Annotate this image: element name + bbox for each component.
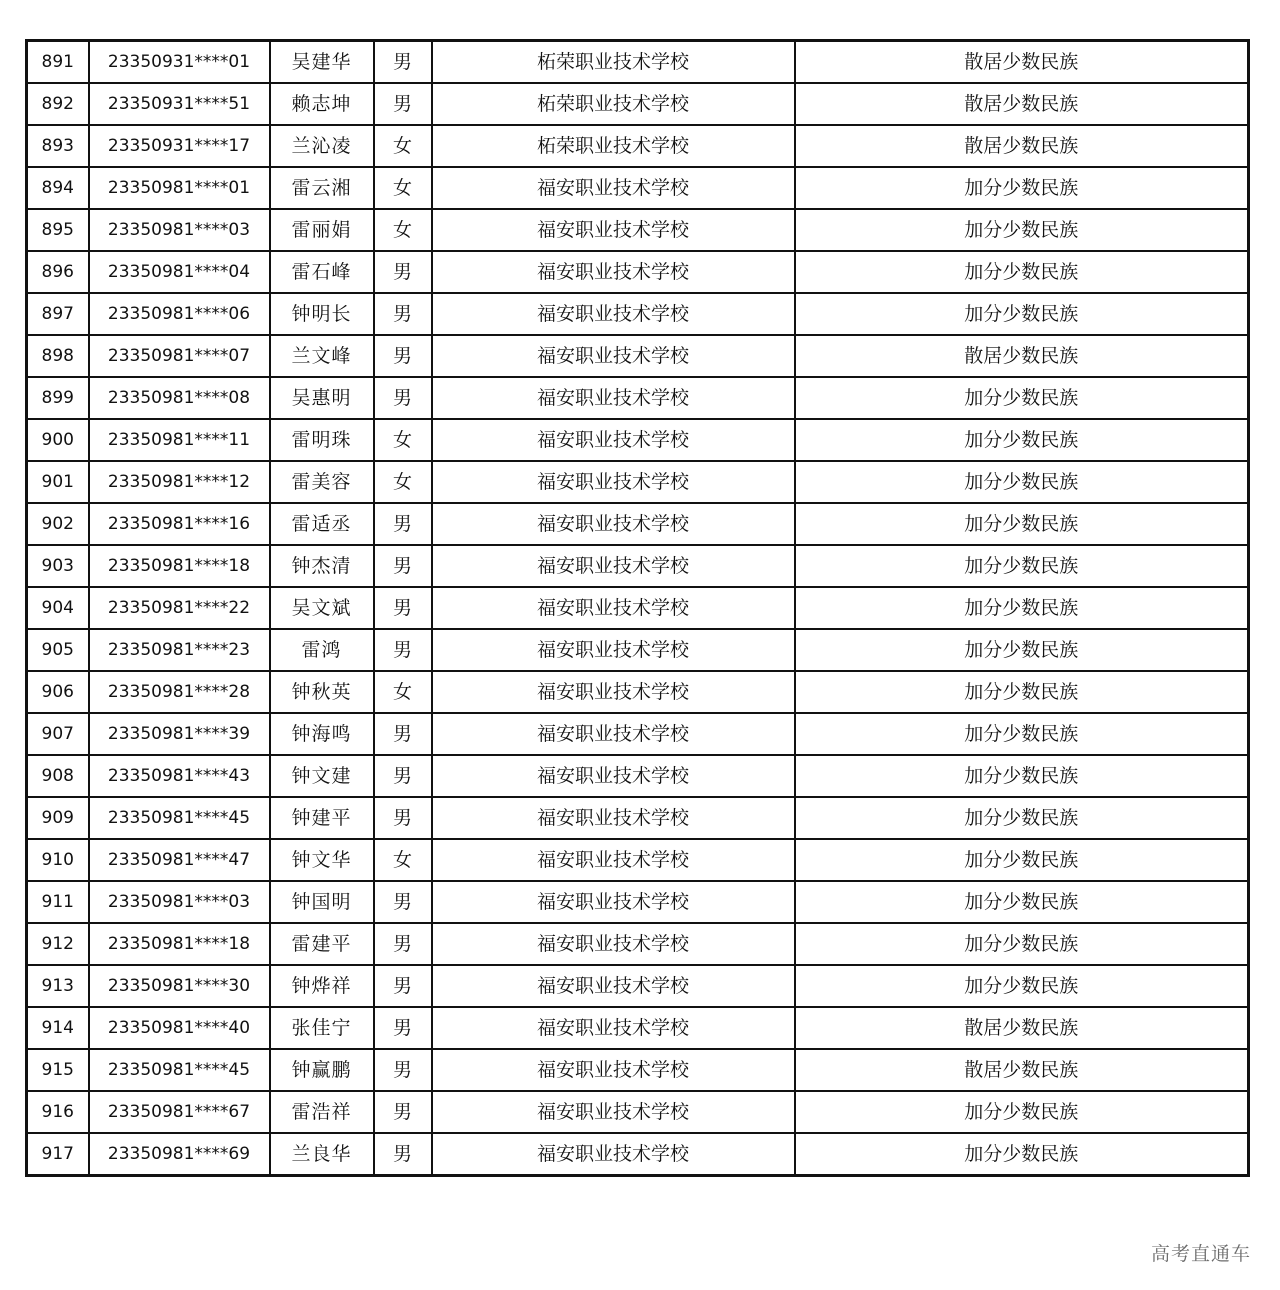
student-name-cell: 钟文建	[270, 755, 374, 797]
row-number-cell: 899	[27, 377, 89, 419]
exam-id-cell: 23350981****08	[89, 377, 270, 419]
table-row	[27, 1133, 1249, 1176]
category-cell: 加分少数民族	[795, 629, 1249, 671]
gender-cell: 男	[374, 587, 432, 629]
roster-table	[25, 39, 1250, 1177]
student-name-cell: 雷适丞	[270, 503, 374, 545]
student-name-cell: 雷明珠	[270, 419, 374, 461]
school-cell: 福安职业技术学校	[432, 1091, 795, 1133]
gender-cell: 男	[374, 251, 432, 293]
exam-id-cell: 23350981****69	[89, 1133, 270, 1176]
school-cell: 福安职业技术学校	[432, 419, 795, 461]
table-row	[27, 545, 1249, 587]
gender-cell: 男	[374, 881, 432, 923]
gender-cell: 女	[374, 125, 432, 167]
category-cell: 加分少数民族	[795, 797, 1249, 839]
row-number-cell: 917	[27, 1133, 89, 1176]
student-name-cell: 钟烨祥	[270, 965, 374, 1007]
school-cell: 福安职业技术学校	[432, 671, 795, 713]
school-cell: 福安职业技术学校	[432, 881, 795, 923]
school-cell: 福安职业技术学校	[432, 797, 795, 839]
category-cell: 散居少数民族	[795, 41, 1249, 84]
school-cell: 福安职业技术学校	[432, 629, 795, 671]
row-number-cell: 907	[27, 713, 89, 755]
gender-cell: 男	[374, 335, 432, 377]
exam-id-cell: 23350981****47	[89, 839, 270, 881]
table-row	[27, 503, 1249, 545]
student-name-cell: 钟明长	[270, 293, 374, 335]
row-number-cell: 906	[27, 671, 89, 713]
category-cell: 加分少数民族	[795, 167, 1249, 209]
gender-cell: 男	[374, 797, 432, 839]
category-cell: 散居少数民族	[795, 83, 1249, 125]
exam-id-cell: 23350931****17	[89, 125, 270, 167]
school-cell: 福安职业技术学校	[432, 965, 795, 1007]
student-name-cell: 钟文华	[270, 839, 374, 881]
table-row	[27, 335, 1249, 377]
category-cell: 加分少数民族	[795, 881, 1249, 923]
table-row	[27, 209, 1249, 251]
category-cell: 加分少数民族	[795, 545, 1249, 587]
exam-id-cell: 23350981****01	[89, 167, 270, 209]
table-row	[27, 923, 1249, 965]
school-cell: 福安职业技术学校	[432, 335, 795, 377]
row-number-cell: 914	[27, 1007, 89, 1049]
gender-cell: 女	[374, 671, 432, 713]
gender-cell: 男	[374, 965, 432, 1007]
student-name-cell: 吴建华	[270, 41, 374, 84]
gender-cell: 男	[374, 41, 432, 84]
exam-id-cell: 23350981****18	[89, 923, 270, 965]
exam-id-cell: 23350981****23	[89, 629, 270, 671]
category-cell: 散居少数民族	[795, 335, 1249, 377]
student-name-cell: 兰文峰	[270, 335, 374, 377]
table-row	[27, 1049, 1249, 1091]
gender-cell: 男	[374, 713, 432, 755]
exam-id-cell: 23350981****67	[89, 1091, 270, 1133]
student-name-cell: 赖志坤	[270, 83, 374, 125]
gender-cell: 男	[374, 1091, 432, 1133]
student-name-cell: 钟海鸣	[270, 713, 374, 755]
school-cell: 福安职业技术学校	[432, 755, 795, 797]
gender-cell: 男	[374, 755, 432, 797]
table-row	[27, 167, 1249, 209]
category-cell: 加分少数民族	[795, 251, 1249, 293]
table-row	[27, 377, 1249, 419]
school-cell: 柘荣职业技术学校	[432, 125, 795, 167]
student-name-cell: 兰沁凌	[270, 125, 374, 167]
student-name-cell: 钟秋英	[270, 671, 374, 713]
exam-id-cell: 23350981****18	[89, 545, 270, 587]
category-cell: 加分少数民族	[795, 839, 1249, 881]
category-cell: 散居少数民族	[795, 125, 1249, 167]
table-row	[27, 881, 1249, 923]
gender-cell: 女	[374, 839, 432, 881]
exam-id-cell: 23350981****40	[89, 1007, 270, 1049]
row-number-cell: 904	[27, 587, 89, 629]
exam-id-cell: 23350981****39	[89, 713, 270, 755]
table-row	[27, 965, 1249, 1007]
gender-cell: 男	[374, 1049, 432, 1091]
row-number-cell: 891	[27, 41, 89, 84]
school-cell: 福安职业技术学校	[432, 461, 795, 503]
category-cell: 加分少数民族	[795, 461, 1249, 503]
category-cell: 加分少数民族	[795, 377, 1249, 419]
student-name-cell: 吴文斌	[270, 587, 374, 629]
school-cell: 福安职业技术学校	[432, 713, 795, 755]
row-number-cell: 892	[27, 83, 89, 125]
row-number-cell: 900	[27, 419, 89, 461]
school-cell: 福安职业技术学校	[432, 1007, 795, 1049]
exam-id-cell: 23350981****45	[89, 797, 270, 839]
exam-id-cell: 23350981****16	[89, 503, 270, 545]
student-name-cell: 雷美容	[270, 461, 374, 503]
category-cell: 加分少数民族	[795, 1091, 1249, 1133]
category-cell: 加分少数民族	[795, 713, 1249, 755]
table-row	[27, 125, 1249, 167]
exam-id-cell: 23350981****30	[89, 965, 270, 1007]
category-cell: 加分少数民族	[795, 503, 1249, 545]
category-cell: 加分少数民族	[795, 419, 1249, 461]
exam-id-cell: 23350981****45	[89, 1049, 270, 1091]
school-cell: 福安职业技术学校	[432, 251, 795, 293]
table-row	[27, 83, 1249, 125]
gender-cell: 女	[374, 167, 432, 209]
table-row	[27, 1091, 1249, 1133]
row-number-cell: 902	[27, 503, 89, 545]
gender-cell: 男	[374, 923, 432, 965]
category-cell: 散居少数民族	[795, 1049, 1249, 1091]
table-row	[27, 755, 1249, 797]
category-cell: 加分少数民族	[795, 965, 1249, 1007]
gender-cell: 女	[374, 419, 432, 461]
table-row	[27, 41, 1249, 84]
table-row	[27, 839, 1249, 881]
table-row	[27, 797, 1249, 839]
row-number-cell: 911	[27, 881, 89, 923]
student-name-cell: 雷建平	[270, 923, 374, 965]
exam-id-cell: 23350981****43	[89, 755, 270, 797]
student-name-cell: 张佳宁	[270, 1007, 374, 1049]
category-cell: 加分少数民族	[795, 923, 1249, 965]
gender-cell: 男	[374, 377, 432, 419]
exam-id-cell: 23350981****12	[89, 461, 270, 503]
row-number-cell: 916	[27, 1091, 89, 1133]
gender-cell: 女	[374, 461, 432, 503]
exam-id-cell: 23350981****04	[89, 251, 270, 293]
exam-id-cell: 23350981****22	[89, 587, 270, 629]
row-number-cell: 903	[27, 545, 89, 587]
row-number-cell: 912	[27, 923, 89, 965]
school-cell: 柘荣职业技术学校	[432, 83, 795, 125]
school-cell: 柘荣职业技术学校	[432, 41, 795, 84]
row-number-cell: 910	[27, 839, 89, 881]
category-cell: 加分少数民族	[795, 587, 1249, 629]
school-cell: 福安职业技术学校	[432, 503, 795, 545]
gender-cell: 男	[374, 1007, 432, 1049]
student-name-cell: 雷丽娟	[270, 209, 374, 251]
row-number-cell: 896	[27, 251, 89, 293]
exam-id-cell: 23350981****03	[89, 881, 270, 923]
row-number-cell: 893	[27, 125, 89, 167]
gender-cell: 男	[374, 1133, 432, 1176]
student-name-cell: 钟建平	[270, 797, 374, 839]
exam-id-cell: 23350981****28	[89, 671, 270, 713]
table-row	[27, 293, 1249, 335]
gender-cell: 女	[374, 209, 432, 251]
student-name-cell: 雷鸿	[270, 629, 374, 671]
category-cell: 加分少数民族	[795, 755, 1249, 797]
row-number-cell: 909	[27, 797, 89, 839]
row-number-cell: 894	[27, 167, 89, 209]
exam-id-cell: 23350931****51	[89, 83, 270, 125]
row-number-cell: 905	[27, 629, 89, 671]
row-number-cell: 908	[27, 755, 89, 797]
school-cell: 福安职业技术学校	[432, 293, 795, 335]
student-name-cell: 雷石峰	[270, 251, 374, 293]
student-name-cell: 吴惠明	[270, 377, 374, 419]
school-cell: 福安职业技术学校	[432, 167, 795, 209]
student-name-cell: 兰良华	[270, 1133, 374, 1176]
school-cell: 福安职业技术学校	[432, 587, 795, 629]
school-cell: 福安职业技术学校	[432, 923, 795, 965]
row-number-cell: 901	[27, 461, 89, 503]
student-name-cell: 钟赢鹏	[270, 1049, 374, 1091]
table-row	[27, 461, 1249, 503]
table-row	[27, 713, 1249, 755]
student-name-cell: 雷云湘	[270, 167, 374, 209]
student-name-cell: 钟杰清	[270, 545, 374, 587]
category-cell: 加分少数民族	[795, 209, 1249, 251]
school-cell: 福安职业技术学校	[432, 1049, 795, 1091]
exam-id-cell: 23350981****03	[89, 209, 270, 251]
row-number-cell: 897	[27, 293, 89, 335]
school-cell: 福安职业技术学校	[432, 545, 795, 587]
table-row	[27, 419, 1249, 461]
gender-cell: 男	[374, 629, 432, 671]
exam-id-cell: 23350981****07	[89, 335, 270, 377]
category-cell: 加分少数民族	[795, 671, 1249, 713]
category-cell: 加分少数民族	[795, 293, 1249, 335]
exam-id-cell: 23350931****01	[89, 41, 270, 84]
table-row	[27, 671, 1249, 713]
school-cell: 福安职业技术学校	[432, 377, 795, 419]
row-number-cell: 913	[27, 965, 89, 1007]
gender-cell: 男	[374, 545, 432, 587]
table-row	[27, 1007, 1249, 1049]
student-name-cell: 钟国明	[270, 881, 374, 923]
table-row	[27, 587, 1249, 629]
category-cell: 散居少数民族	[795, 1007, 1249, 1049]
student-name-cell: 雷浩祥	[270, 1091, 374, 1133]
row-number-cell: 898	[27, 335, 89, 377]
category-cell: 加分少数民族	[795, 1133, 1249, 1176]
table-row	[27, 629, 1249, 671]
school-cell: 福安职业技术学校	[432, 1133, 795, 1176]
exam-id-cell: 23350981****11	[89, 419, 270, 461]
gender-cell: 男	[374, 293, 432, 335]
exam-id-cell: 23350981****06	[89, 293, 270, 335]
gender-cell: 男	[374, 83, 432, 125]
school-cell: 福安职业技术学校	[432, 209, 795, 251]
gender-cell: 男	[374, 503, 432, 545]
row-number-cell: 895	[27, 209, 89, 251]
table-row	[27, 251, 1249, 293]
roster-table-body	[27, 41, 1249, 1176]
school-cell: 福安职业技术学校	[432, 839, 795, 881]
watermark-text: 高考直通车	[1150, 1243, 1251, 1265]
row-number-cell: 915	[27, 1049, 89, 1091]
